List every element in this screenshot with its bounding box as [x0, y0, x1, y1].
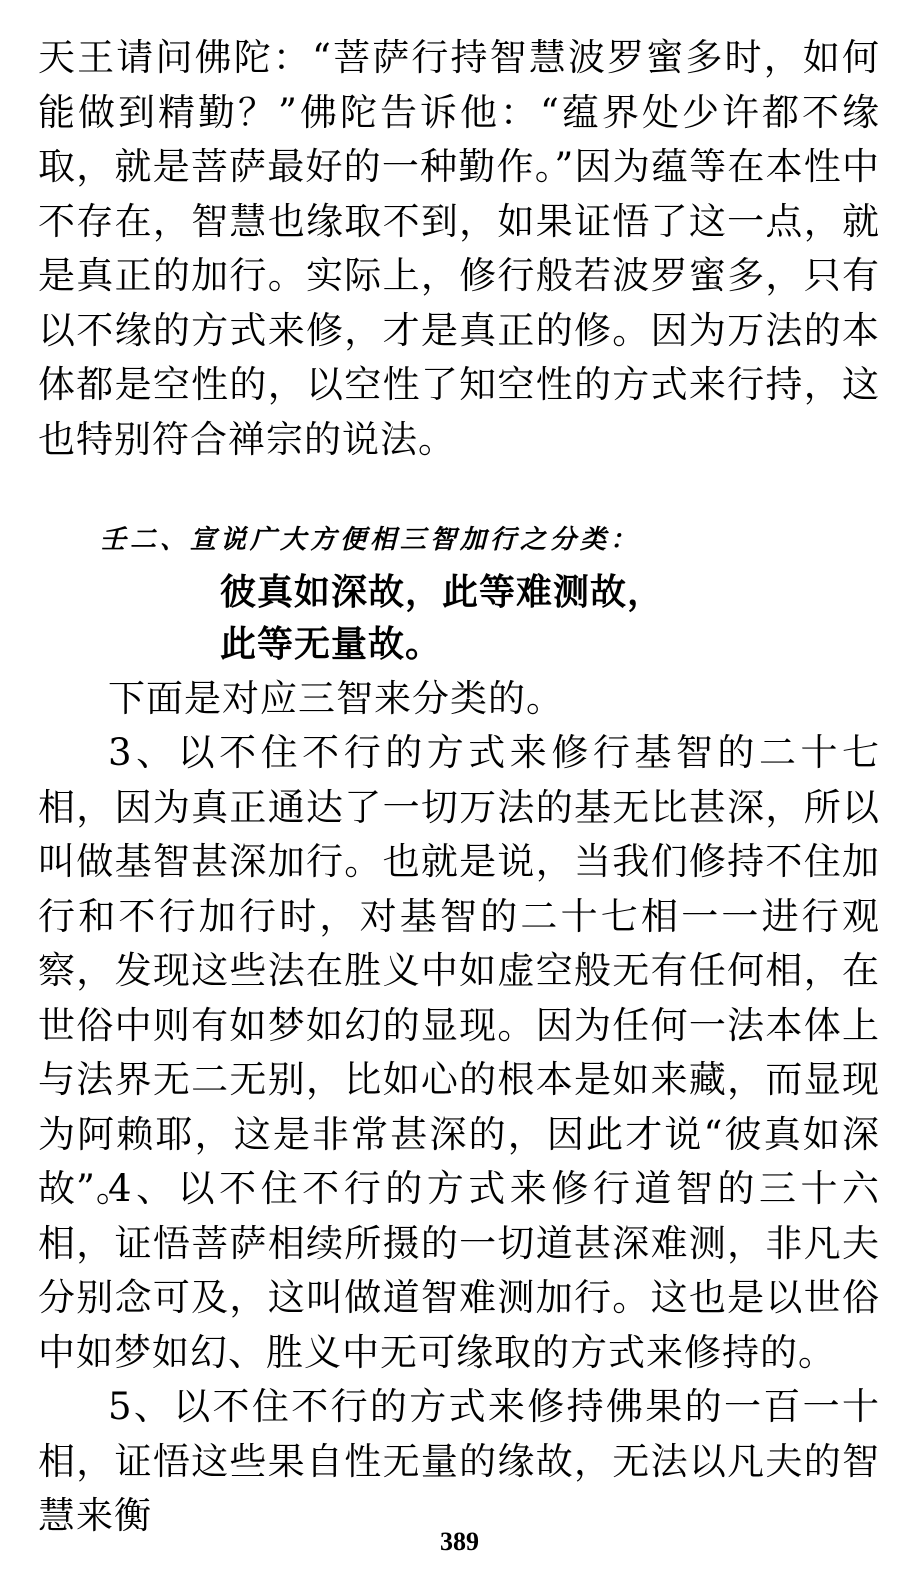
paragraph-path-wisdom: 4、以不住不行的方式来修行道智的三十六相，证悟菩萨相续所摄的一切道甚深难测，非凡夫分别念可及，这叫做道智难测加行。这也是以世俗中如梦如幻、胜义中无可缘取的方式来修持的。 [38, 1167, 880, 1374]
section-heading: 壬二、宣说广大方便相三智加行之分类： [100, 525, 641, 555]
verse-line-2: 此等无量故。 [220, 624, 443, 665]
verse-line-1: 彼真如深故，此等难测故， [220, 572, 665, 613]
page-number: 389 [440, 1527, 479, 1556]
paragraph-base-wisdom: 3、以不住不行的方式来修行基智的二十七相，因为真正通达了一切万法的基无比甚深，所以叫做基智甚深加行。也就是说，当我们修持不住加行和不行加行时，对基智的二十七相一一进行观察，发现这些法在胜义中如虚空般无有任何相，在世俗中则有如梦如幻的显现。因为任何一法本体上与法界无二无别，比如心的根本是如来藏，而显现为阿赖耶，这是非常甚深的，因此才说“彼真如深故”。 [38, 731, 880, 1210]
paragraph-fruit-wisdom: 5、以不住不行的方式来修持佛果的一百一十相，证悟这些果自性无量的缘故，无法以凡夫的智慧来衡 [38, 1385, 880, 1537]
paragraph-diligence-question: 天王请问佛陀：“菩萨行持智慧波罗蜜多时，如何能做到精勤？”佛陀告诉他：“蕴界处少许都不缘取，就是菩萨最好的一种勤作。”因为蕴等在本性中不存在，智慧也缘取不到，如果证悟了这一点，就是真正的加行。实际上，修行般若波罗蜜多，只有以不缘的方式来修，才是真正的修。因为万法的本体都是空性的，以空性了知空性的方式来行持，这也特别符合禅宗的说法。 [38, 36, 880, 461]
paragraph-intro: 下面是对应三智来分类的。 [108, 677, 564, 720]
